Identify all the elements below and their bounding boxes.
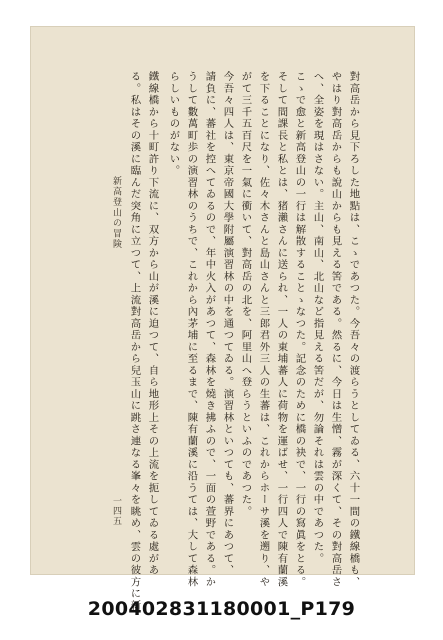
text-column-1: 對高岳から見下ろした地點は、こゝであつた。今吾々の渡らうとしてゐる、六十一間の鐵線橋も、 — [347, 71, 360, 588]
text-column-5: そして間課長と私とは、猪瀨さんに送られ、一人の東埔蕃人に荷物を運ばせ、一行四人で陳有蘭溪 — [275, 71, 288, 588]
text-column-10: うして數萬町歩の演習林のうちで、これから內茅埔に至るまで、陳有蘭溪に沿うては、大して森林 — [185, 71, 198, 588]
running-title: 新高登山の冒険 — [111, 176, 121, 250]
text-column-2: やはり對高岳からも說山からも見える筈である。然るに、今日は生憎、霧が深くて、その對高岳さ — [329, 71, 342, 588]
text-column-6: を下ることになり、佐々木さんと島山さんと三郎君外三人の生蕃は、これからホーサ溪を遡り、や — [257, 71, 270, 588]
text-column-9: 請負に、蕃社を控へてゐるので、年中火入があつて、森林を燒き拂ふので、一面の萱野である。か — [203, 71, 216, 588]
text-column-4: こゝで愈と新高登山の一行は解散することゝなつた。記念のために橋の袂で、一行の寫眞をとる。 — [293, 71, 306, 588]
text-column-11: らしいものがない。 — [167, 71, 180, 177]
file-id-caption: 200402831180001_P179 — [87, 598, 356, 620]
text-column-8: 今吾々四人は、東京帝國大學附屬演習林の中を通つてゐる。演習林といつても、蕃界にあつて、 — [221, 71, 234, 577]
text-column-7: がて三千五百尺を一氣に衝いて、對高岳の北を、阿里山へ登らうといふのであつた。 — [239, 71, 252, 518]
text-column-12: 鐵線橋から十町許り下流に、双方から山が溪に迫つて、自ら地形上その上流を扼してゐる處があ — [146, 71, 159, 577]
text-column-3: へ、全姿を現はさない。主山、南山、北山など指見える筈だが、勿論それは雲の中であつた。 — [311, 71, 324, 565]
text-column-13: る。私はその溪に臨んだ突角に立つて、上流對高岳から兒玉山に跳さ連なる峯々を眺め、雲の彼方に新 — [128, 71, 141, 612]
page-number: 一四五 — [111, 496, 121, 526]
